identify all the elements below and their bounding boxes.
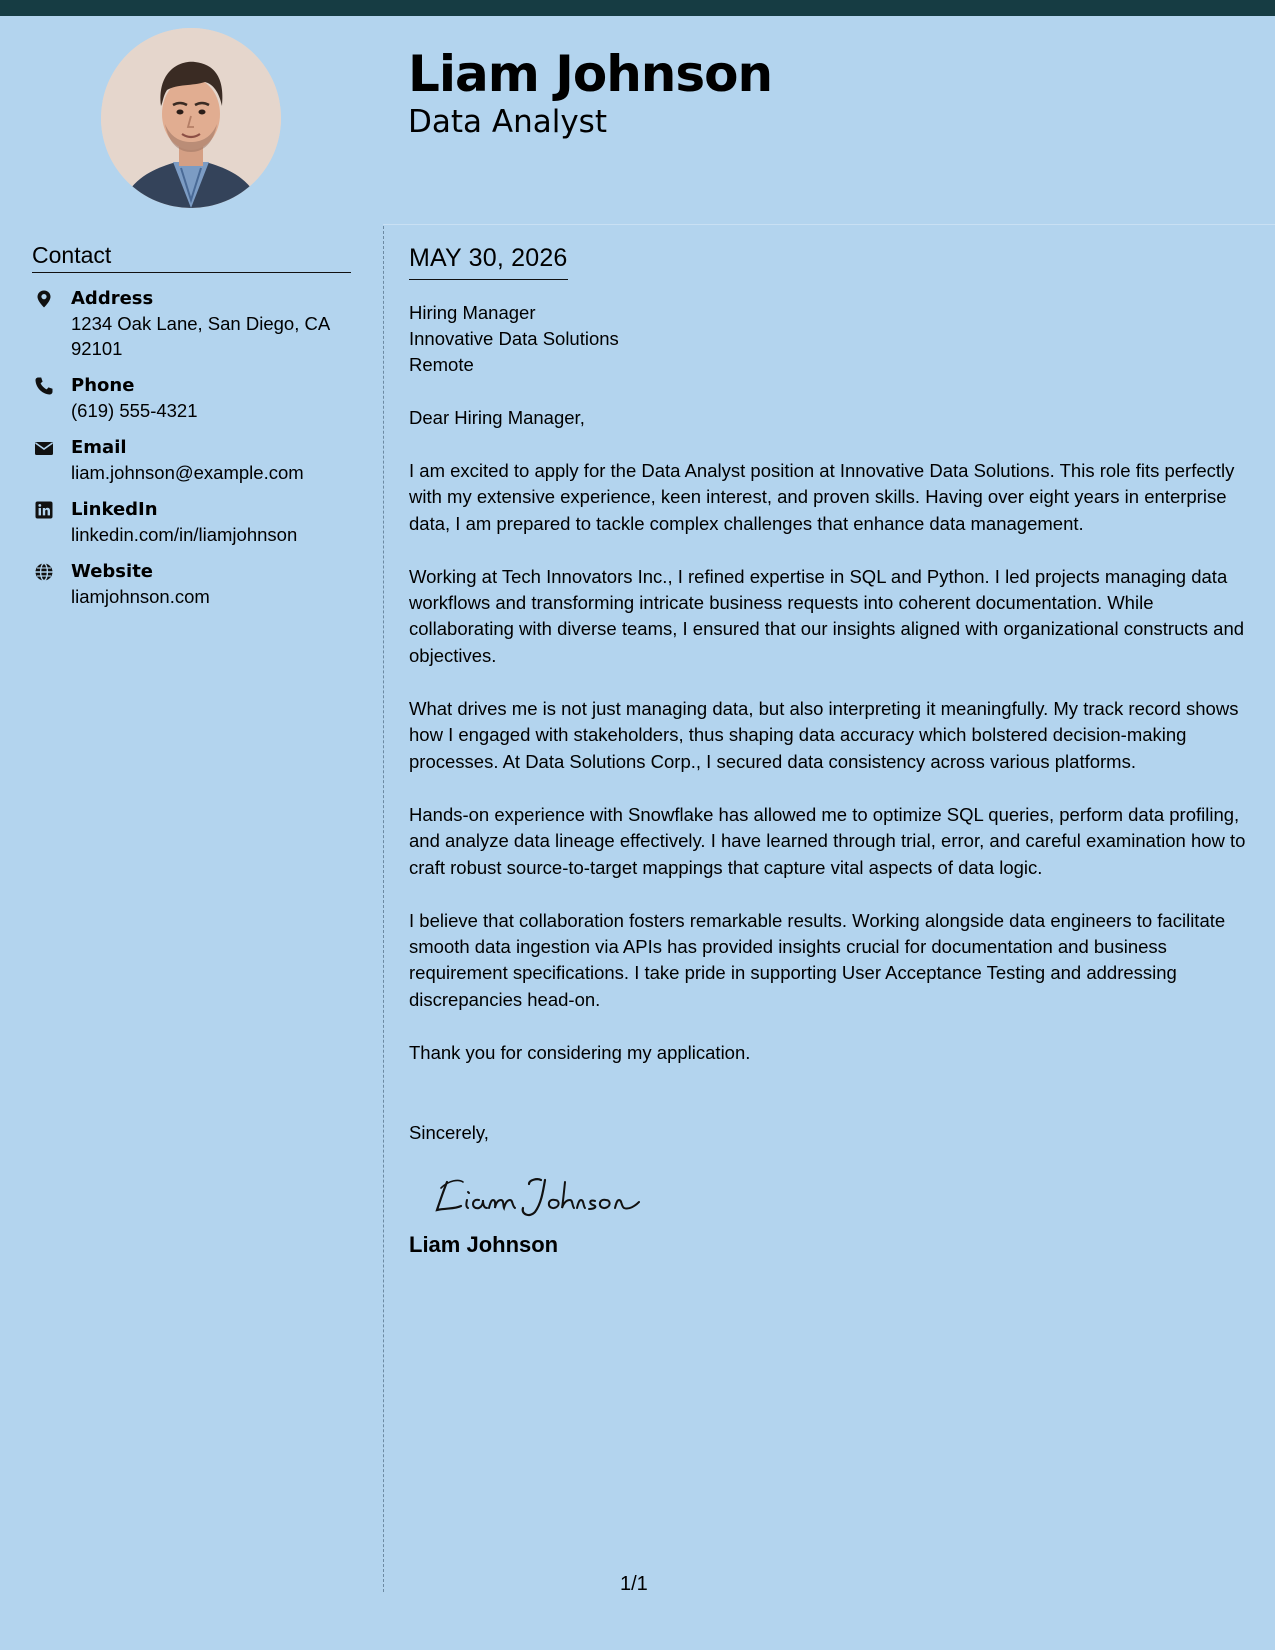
letter-date: MAY 30, 2026 xyxy=(409,242,568,280)
contact-website xyxy=(32,560,351,609)
salutation: Dear Hiring Manager, xyxy=(409,407,585,428)
letter-body xyxy=(409,242,1249,1260)
candidate-name: Liam Johnson xyxy=(408,45,773,103)
top-accent-bar xyxy=(0,0,1275,16)
map-pin-icon xyxy=(34,289,54,309)
contact-value: (619) 555-4321 xyxy=(71,400,198,421)
contact-sidebar xyxy=(32,240,351,609)
recipient-line: Hiring Manager xyxy=(409,302,536,323)
contact-phone xyxy=(32,374,351,423)
body-paragraph: Working at Tech Innovators Inc., I refined expertise in SQL and Python. I led projects managing data workflows and transforming intricate business requests into coherent documentation. While collaborating with diverse teams, I ensured that our insights aligned with organizational constructs and objectives. xyxy=(409,565,1245,666)
profile-photo xyxy=(101,28,281,208)
candidate-title: Data Analyst xyxy=(408,104,607,140)
contact-value: linkedin.com/in/liamjohnson xyxy=(71,524,298,545)
contact-value: liamjohnson.com xyxy=(71,586,210,607)
handwritten-signature xyxy=(433,1170,653,1218)
contact-heading: Contact xyxy=(32,240,351,273)
phone-icon xyxy=(34,376,54,396)
header-divider xyxy=(383,224,1275,225)
contact-label: Email xyxy=(71,437,127,458)
page-number: 1/1 xyxy=(620,1573,648,1595)
body-paragraph: What drives me is not just managing data, but also interpreting it meaningfully. My track record shows how I engaged with stakeholders, thus shaping data accuracy which bolstered decision-making processes. At Data Solutions Corp., I secured data consistency across various platforms. xyxy=(409,698,1239,772)
signoff: Sincerely, xyxy=(409,1122,489,1144)
linkedin-icon xyxy=(34,500,54,520)
contact-email xyxy=(32,436,351,485)
body-paragraph: I believe that collaboration fosters remarkable results. Working alongside data engineers to facilitate smooth data ingestion via APIs has provided insights crucial for documentation and business requirement specifications. I take pride in supporting User Acceptance Testing and addressing discrepancies head-on. xyxy=(409,909,1226,1010)
contact-label: Phone xyxy=(71,375,135,396)
signer-name: Liam Johnson xyxy=(409,1232,559,1258)
body-paragraph: Hands-on experience with Snowflake has allowed me to optimize SQL queries, perform data profiling, and analyze data lineage effectively. I have learned through trial, error, and careful examination how to craft robust source-to-target mappings that capture vital aspects of data logic. xyxy=(409,803,1246,878)
recipient-line: Remote xyxy=(409,354,474,375)
contact-linkedin xyxy=(32,498,351,547)
column-divider xyxy=(383,226,384,1592)
contact-address xyxy=(32,287,351,361)
recipient-block xyxy=(409,300,1249,378)
envelope-icon xyxy=(34,438,54,458)
body-paragraph: I am excited to apply for the Data Analyst position at Innovative Data Solutions. This role fits perfectly with my extensive experience, keen interest, and proven skills. Having over eight years in enterprise data, I am prepared to tackle complex challenges that enhance data management. xyxy=(409,460,1235,534)
closing-line: Thank you for considering my application. xyxy=(409,1042,751,1064)
contact-label: Website xyxy=(71,561,154,582)
contact-label: Address xyxy=(71,288,154,309)
globe-icon xyxy=(34,562,54,582)
contact-label: LinkedIn xyxy=(71,499,158,520)
recipient-line: Innovative Data Solutions xyxy=(409,328,619,349)
contact-value: 1234 Oak Lane, San Diego, CA 92101 xyxy=(71,313,330,359)
contact-value: liam.johnson@example.com xyxy=(71,462,304,483)
